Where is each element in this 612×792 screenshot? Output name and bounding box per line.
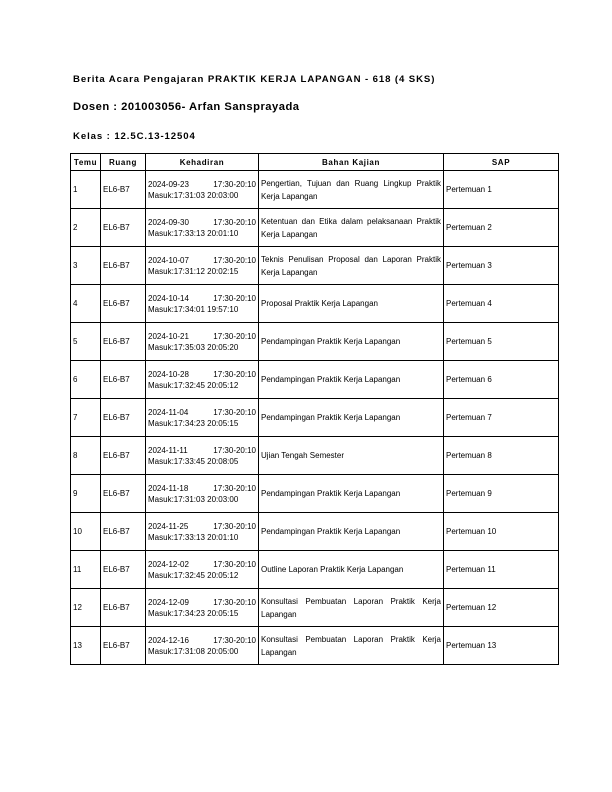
meeting-number: 13: [71, 627, 101, 665]
topic-cell: Teknis Penulisan Proposal dan Laporan Praktik Kerja Lapangan: [259, 247, 444, 285]
room-cell: EL6-B7: [101, 361, 146, 399]
topic-cell: Proposal Praktik Kerja Lapangan: [259, 285, 444, 323]
attendance-checkin: Masuk:17:31:03 20:03:00: [148, 494, 239, 504]
topic-cell: Konsultasi Pembuatan Laporan Praktik Kerja Lapangan: [259, 627, 444, 665]
attendance-checkin: Masuk:17:31:12 20:02:15: [148, 266, 239, 276]
sap-cell: Pertemuan 11: [444, 551, 559, 589]
sap-cell: Pertemuan 3: [444, 247, 559, 285]
attendance-date: 2024-10-07: [148, 255, 189, 265]
attendance-schedule: 17:30-20:10: [213, 597, 256, 607]
meeting-number: 10: [71, 513, 101, 551]
room-cell: EL6-B7: [101, 399, 146, 437]
attendance-checkin: Masuk:17:33:13 20:01:10: [148, 228, 239, 238]
room-cell: EL6-B7: [101, 551, 146, 589]
sap-cell: Pertemuan 1: [444, 171, 559, 209]
attendance-date: 2024-12-02: [148, 559, 189, 569]
room-cell: EL6-B7: [101, 589, 146, 627]
room-cell: EL6-B7: [101, 437, 146, 475]
attendance-checkin: Masuk:17:33:45 20:08:05: [148, 456, 239, 466]
table-row: [71, 209, 559, 247]
attendance-schedule: 17:30-20:10: [213, 445, 256, 455]
attendance-date: 2024-12-09: [148, 597, 189, 607]
attendance-cell: [146, 171, 259, 209]
table-body: [71, 171, 559, 665]
attendance-cell: [146, 323, 259, 361]
table-row: [71, 589, 559, 627]
attendance-table: [70, 153, 559, 665]
document-title: Berita Acara Pengajaran PRAKTIK KERJA LAPANGAN - 618 (4 SKS): [73, 74, 436, 85]
attendance-cell: [146, 247, 259, 285]
table-row: [71, 361, 559, 399]
room-cell: EL6-B7: [101, 513, 146, 551]
column-header-bahan-kajian: Bahan Kajian: [259, 154, 444, 171]
sap-cell: Pertemuan 9: [444, 475, 559, 513]
attendance-cell: [146, 399, 259, 437]
table-row: [71, 171, 559, 209]
table-row: [71, 513, 559, 551]
attendance-date: 2024-10-28: [148, 369, 189, 379]
attendance-schedule: 17:30-20:10: [213, 559, 256, 569]
meeting-number: 11: [71, 551, 101, 589]
attendance-date: 2024-11-04: [148, 407, 189, 417]
meeting-number: 6: [71, 361, 101, 399]
table-row: [71, 285, 559, 323]
table-row: [71, 475, 559, 513]
attendance-checkin: Masuk:17:34:23 20:05:15: [148, 608, 239, 618]
attendance-date: 2024-10-14: [148, 293, 189, 303]
attendance-cell: [146, 551, 259, 589]
attendance-date: 2024-11-18: [148, 483, 189, 493]
meeting-number: 12: [71, 589, 101, 627]
sap-cell: Pertemuan 12: [444, 589, 559, 627]
attendance-checkin: Masuk:17:34:01 19:57:10: [148, 304, 239, 314]
attendance-cell: [146, 209, 259, 247]
room-cell: EL6-B7: [101, 209, 146, 247]
attendance-cell: [146, 437, 259, 475]
topic-cell: Pendampingan Praktik Kerja Lapangan: [259, 513, 444, 551]
meeting-number: 8: [71, 437, 101, 475]
attendance-cell: [146, 361, 259, 399]
attendance-date: 2024-10-21: [148, 331, 189, 341]
topic-cell: Pendampingan Praktik Kerja Lapangan: [259, 361, 444, 399]
attendance-schedule: 17:30-20:10: [213, 635, 256, 645]
attendance-date: 2024-09-23: [148, 179, 189, 189]
attendance-schedule: 17:30-20:10: [213, 255, 256, 265]
topic-cell: Pendampingan Praktik Kerja Lapangan: [259, 323, 444, 361]
column-header-kehadiran: Kehadiran: [146, 154, 259, 171]
meeting-number: 5: [71, 323, 101, 361]
table-header-row: [71, 154, 559, 171]
table-row: [71, 247, 559, 285]
attendance-date: 2024-12-16: [148, 635, 189, 645]
topic-cell: Outline Laporan Praktik Kerja Lapangan: [259, 551, 444, 589]
table-row: [71, 323, 559, 361]
meeting-number: 3: [71, 247, 101, 285]
attendance-checkin: Masuk:17:34:23 20:05:15: [148, 418, 239, 428]
room-cell: EL6-B7: [101, 247, 146, 285]
attendance-schedule: 17:30-20:10: [213, 483, 256, 493]
attendance-cell: [146, 285, 259, 323]
attendance-checkin: Masuk:17:32:45 20:05:12: [148, 570, 239, 580]
topic-cell: Ujian Tengah Semester: [259, 437, 444, 475]
topic-cell: Pendampingan Praktik Kerja Lapangan: [259, 475, 444, 513]
attendance-schedule: 17:30-20:10: [213, 521, 256, 531]
lecturer-line: Dosen : 201003056- Arfan Sansprayada: [73, 101, 300, 113]
sap-cell: Pertemuan 8: [444, 437, 559, 475]
attendance-schedule: 17:30-20:10: [213, 217, 256, 227]
attendance-checkin: Masuk:17:33:13 20:01:10: [148, 532, 239, 542]
meeting-number: 9: [71, 475, 101, 513]
attendance-date: 2024-11-11: [148, 445, 188, 455]
meeting-number: 2: [71, 209, 101, 247]
meeting-number: 7: [71, 399, 101, 437]
meeting-number: 4: [71, 285, 101, 323]
attendance-schedule: 17:30-20:10: [213, 331, 256, 341]
room-cell: EL6-B7: [101, 627, 146, 665]
sap-cell: Pertemuan 6: [444, 361, 559, 399]
table-row: [71, 627, 559, 665]
attendance-cell: [146, 475, 259, 513]
topic-cell: Pengertian, Tujuan dan Ruang Lingkup Praktik Kerja Lapangan: [259, 171, 444, 209]
column-header-ruang: Ruang: [101, 154, 146, 171]
room-cell: EL6-B7: [101, 475, 146, 513]
attendance-date: 2024-11-25: [148, 521, 189, 531]
attendance-cell: [146, 513, 259, 551]
sap-cell: Pertemuan 2: [444, 209, 559, 247]
sap-cell: Pertemuan 5: [444, 323, 559, 361]
sap-cell: Pertemuan 4: [444, 285, 559, 323]
attendance-cell: [146, 627, 259, 665]
attendance-schedule: 17:30-20:10: [213, 369, 256, 379]
class-line: Kelas : 12.5C.13-12504: [73, 131, 196, 142]
attendance-checkin: Masuk:17:32:45 20:05:12: [148, 380, 239, 390]
attendance-checkin: Masuk:17:35:03 20:05:20: [148, 342, 239, 352]
attendance-schedule: 17:30-20:10: [213, 407, 256, 417]
sap-cell: Pertemuan 13: [444, 627, 559, 665]
room-cell: EL6-B7: [101, 171, 146, 209]
room-cell: EL6-B7: [101, 323, 146, 361]
sap-cell: Pertemuan 7: [444, 399, 559, 437]
sap-cell: Pertemuan 10: [444, 513, 559, 551]
attendance-cell: [146, 589, 259, 627]
topic-cell: Pendampingan Praktik Kerja Lapangan: [259, 399, 444, 437]
attendance-checkin: Masuk:17:31:03 20:03:00: [148, 190, 239, 200]
table-row: [71, 437, 559, 475]
column-header-sap: SAP: [444, 154, 559, 171]
attendance-schedule: 17:30-20:10: [213, 179, 256, 189]
table-row: [71, 399, 559, 437]
room-cell: EL6-B7: [101, 285, 146, 323]
column-header-temu: Temu: [71, 154, 101, 171]
topic-cell: Konsultasi Pembuatan Laporan Praktik Kerja Lapangan: [259, 589, 444, 627]
attendance-checkin: Masuk:17:31:08 20:05:00: [148, 646, 239, 656]
table-row: [71, 551, 559, 589]
attendance-schedule: 17:30-20:10: [213, 293, 256, 303]
meeting-number: 1: [71, 171, 101, 209]
topic-cell: Ketentuan dan Etika dalam pelaksanaan Praktik Kerja Lapangan: [259, 209, 444, 247]
attendance-date: 2024-09-30: [148, 217, 189, 227]
